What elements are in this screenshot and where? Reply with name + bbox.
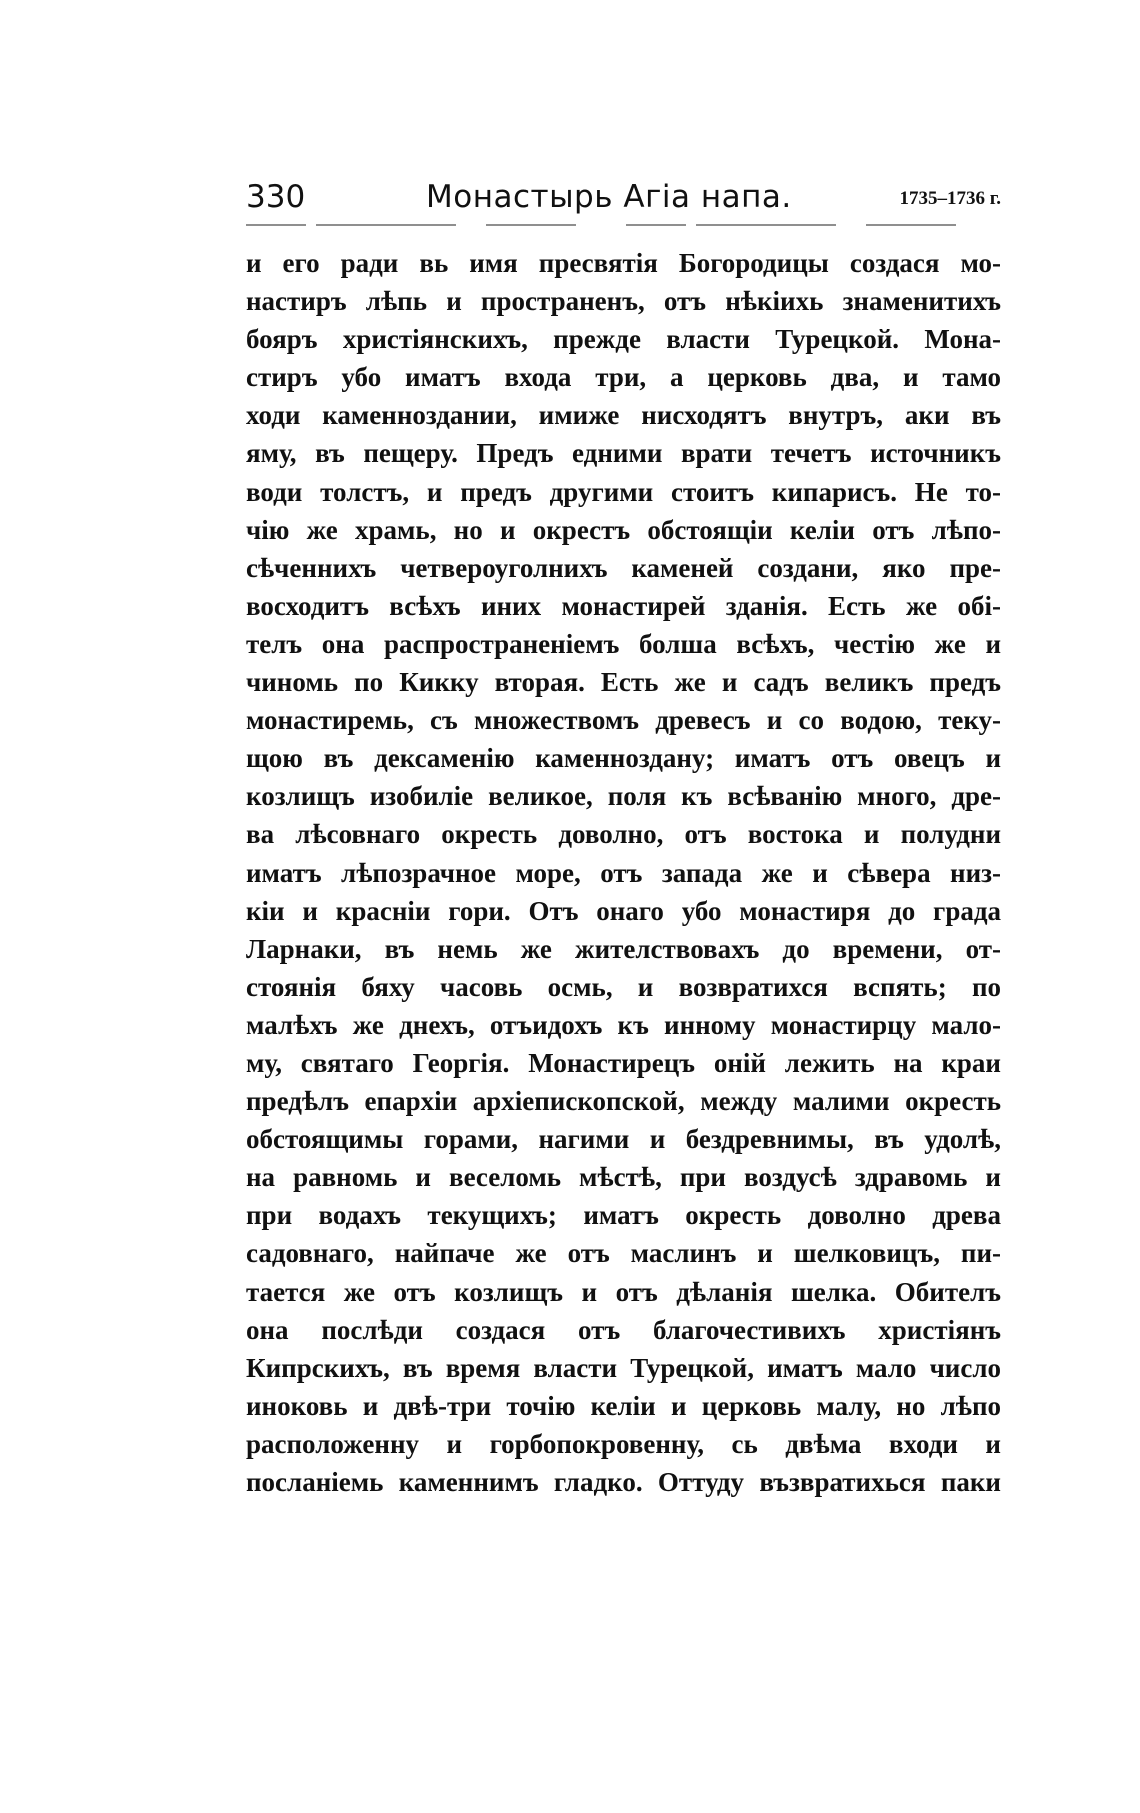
- text-line: щою въ дексаменію каменноздану; иматъ отъ овецъ и: [246, 743, 1001, 774]
- text-line: кіи и красніи гори. Отъ онаго убо монастиря до града: [246, 895, 1001, 926]
- text-line: она послѣди создася отъ благочестивихъ христіянъ: [246, 1314, 1001, 1345]
- book-page: [246, 176, 1001, 1501]
- text-line: Кипрскихъ, въ время власти Турецкой, иматъ мало число: [246, 1352, 1001, 1383]
- text-line: садовнаго, найпаче же отъ маслинъ и шелковицъ, пи-: [246, 1238, 1001, 1269]
- text-line: телъ она распространеніемъ болша всѣхъ, честію же и: [246, 628, 1001, 659]
- text-line: бояръ христіянскихъ, прежде власти Турецкой. Мона-: [246, 324, 1001, 355]
- text-line: ходи каменноздании, имиже нисходятъ внутръ, аки въ: [246, 400, 1001, 431]
- page-number: 330: [246, 179, 306, 215]
- text-line: ва лѣсовнаго окресть доволно, отъ востока и полудни: [246, 819, 1001, 850]
- text-line: расположенну и горбопокровенну, сь двѣма входи и: [246, 1428, 1001, 1459]
- text-line: сѣченнихъ четвероуголнихъ каменей создани, яко пре-: [246, 552, 1001, 583]
- text-line: стиръ убо иматъ входа три, а церковь два, и тамо: [246, 362, 1001, 393]
- running-years: 1735–1736 г.: [899, 188, 1001, 209]
- text-line: води толстъ, и предъ другими стоитъ кипарисъ. Не то-: [246, 476, 1001, 507]
- text-line: стоянія бяху часовь осмь, и возвратихся вспять; по: [246, 971, 1001, 1002]
- running-title: Монастырь Агіа напа.: [426, 179, 792, 215]
- text-line: иноковь и двѣ-три точію келіи и церковь малу, но лѣпо: [246, 1390, 1001, 1421]
- text-line: предѣлъ епархіи архіепископской, между малими окресть: [246, 1086, 1001, 1117]
- body-text: [246, 244, 1001, 1501]
- text-line: при водахъ текущихъ; иматъ окресть доволно древа: [246, 1200, 1001, 1231]
- header-rule: [246, 224, 1001, 226]
- text-line: монастиремь, съ множествомъ древесъ и со водою, теку-: [246, 705, 1001, 736]
- text-line: обстоящимы горами, нагими и бездревнимы, въ удолѣ,: [246, 1124, 1001, 1155]
- text-line: и его ради вь имя пресвятія Богородицы создася мо-: [246, 248, 1001, 278]
- text-line: тается же отъ козлищъ и отъ дѣланія шелка. Обителъ: [246, 1276, 1001, 1307]
- text-line: яму, въ пещеру. Предъ едними врати течетъ источникъ: [246, 438, 1001, 469]
- text-line: иматъ лѣпозрачное море, отъ запада же и сѣвера низ-: [246, 857, 1001, 888]
- text-line: посланіемь каменнимъ гладко. Оттуду възвратихься паки: [246, 1467, 1001, 1497]
- text-line: восходитъ всѣхъ иних монастирей зданія. Есть же обі-: [246, 590, 1001, 621]
- text-line: чиномь по Кикку вторая. Есть же и садъ великъ предъ: [246, 667, 1001, 698]
- text-line: чію же храмь, но и окрестъ обстоящіи келіи отъ лѣпо-: [246, 514, 1001, 545]
- text-line: му, святаго Георгія. Монастирецъ оній лежить на краи: [246, 1047, 1001, 1078]
- text-line: козлищъ изобиліе великое, поля къ всѣванію много, дре-: [246, 781, 1001, 812]
- text-line: малѣхъ же днехъ, отъидохъ къ инному монастирцу мало-: [246, 1009, 1001, 1040]
- running-head: [246, 176, 1001, 218]
- text-line: на равномь и веселомь мѣстѣ, при воздусѣ здравомь и: [246, 1162, 1001, 1193]
- text-line: настиръ лѣпь и пространенъ, отъ нѣкіихь знаменитихъ: [246, 286, 1001, 317]
- text-line: Ларнаки, въ немь же жителствовахъ до времени, от-: [246, 933, 1001, 964]
